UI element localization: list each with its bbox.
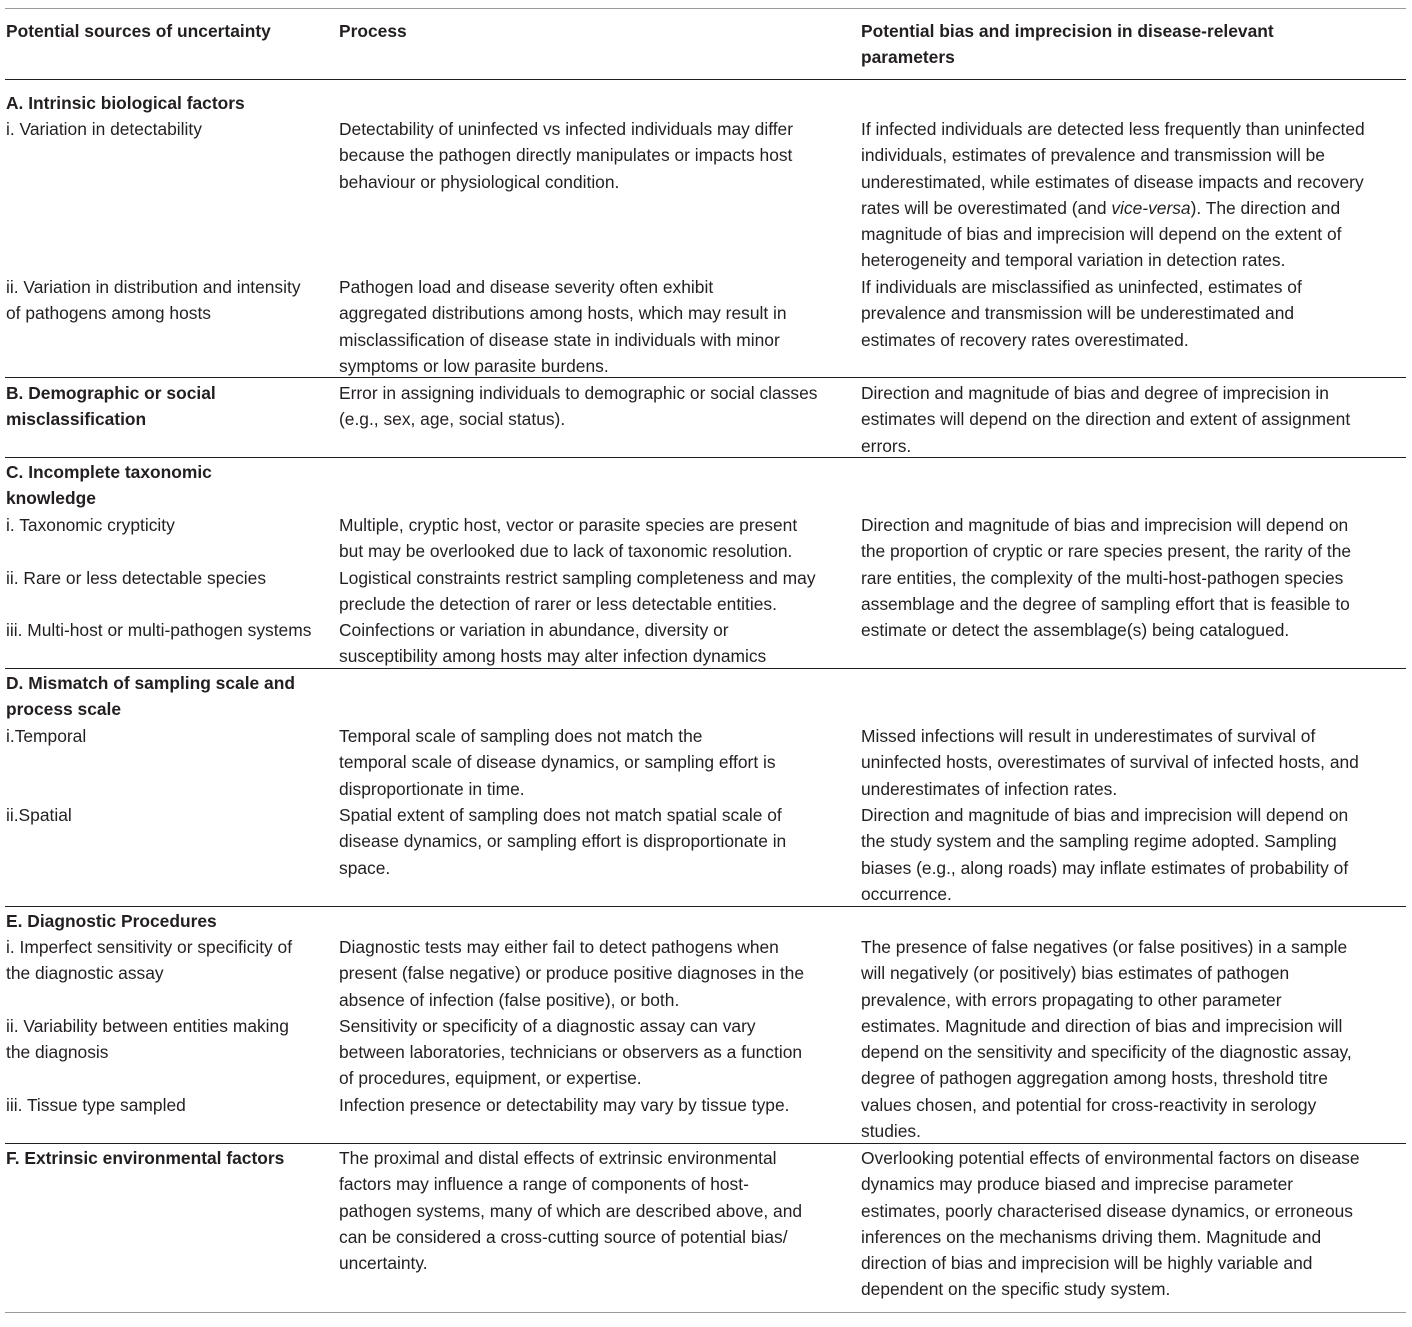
source-cell: iii. Tissue type sampled (6, 1095, 186, 1115)
source-cell: i. Taxonomic crypticity (6, 515, 175, 535)
source-cell: i. Imperfect sensitivity or specificity of the diagnostic assay (6, 937, 293, 984)
table-top-rule (5, 8, 1406, 9)
source-cell: ii. Rare or less detectable species (6, 568, 267, 588)
process-cell: Spatial extent of sampling does not match spatial scale of disease dynamics, or sampling effort is disproportionate in space. (339, 805, 787, 878)
section-heading: E. Diagnostic Procedures (6, 911, 217, 931)
header-bottom-rule (5, 79, 1406, 80)
source-cell: iii. Multi-host or multi-pathogen systems (6, 620, 312, 640)
process-cell: Multiple, cryptic host, vector or parasite species are present but may be overlooked due to lack of taxonomic resolution. Logistical constraints restrict sampling completeness and may preclude the detection of rarer or less detectable entities. Coinfections or variation in abundance, diversity or susceptibility among hosts may alter infection dynamics (339, 515, 816, 667)
section-heading: A. Intrinsic biological factors (6, 93, 245, 113)
process-cell: Error in assigning individuals to demographic or social classes (e.g., sex, age, social status). (339, 383, 818, 430)
source-cell: i.Temporal (6, 726, 87, 746)
bias-cell: If infected individuals are detected less frequently than uninfected individuals, estimates of prevalence and transmission will be underestimated, while estimates of disease impacts and recovery rates will be overestimated (and vice-versa). The direction and magnitude of bias and imprecision will depend on the extent of heterogeneity and temporal variation in detection rates. (861, 119, 1365, 271)
source-cell: ii. Variation in distribution and intensity of pathogens among hosts (6, 277, 301, 324)
bias-cell: Direction and magnitude of bias and imprecision will depend on the proportion of cryptic or rare species present, the rarity of the rare entities, the complexity of the multi-host-pathogen species assemblage and the degree of sampling effort that is feasible to estimate or detect the assemblage(s) being catalogued. (861, 515, 1352, 641)
source-cell: ii.Spatial (6, 805, 72, 825)
bias-cell: The presence of false negatives (or false positives) in a sample will negatively (or positively) bias estimates of pathogen prevalence, with errors propagating to other parameter estimates. Magnitude and direction of bias and imprecision will depend on the sensitivity and specificity of the diagnostic assay, degree of pathogen aggregation among hosts, threshold titre values chosen, and potential for cross-reactivity in serology studies. (861, 937, 1352, 1142)
process-cell: Diagnostic tests may either fail to detect pathogens when present (false negative) or produce positive diagnoses in the absence of infection (false positive), or both. Sensitivity or specificity of a diagnostic assay can vary between laboratories, technicians or observers as a function of procedures, equipment, or expertise. Infection presence or detectability may vary by tissue type. (339, 937, 804, 1115)
process-cell: The proximal and distal effects of extrinsic environmental factors may influence a range of components of host- pathogen systems, many of which are described above, and can be considered a cross-cutting source of potential bias/ uncertainty. (339, 1148, 803, 1274)
bias-cell: Missed infections will result in underestimates of survival of uninfected hosts, overestimates of survival of infected hosts, and underestimates of infection rates. (861, 726, 1359, 799)
process-cell: Temporal scale of sampling does not match the temporal scale of disease dynamics, or sampling effort is disproportionate in time. (339, 726, 776, 799)
bias-cell: Direction and magnitude of bias and imprecision will depend on the study system and the sampling regime adopted. Sampling biases (e.g., along roads) may inflate estimates of probability of occurrence. (861, 805, 1349, 904)
process-cell: Detectability of uninfected vs infected individuals may differ because the pathogen directly manipulates or impacts host behaviour or physiological condition. (339, 119, 794, 192)
source-cell: i. Variation in detectability (6, 119, 202, 139)
bias-cell: Overlooking potential effects of environmental factors on disease dynamics may produce biased and imprecise parameter estimates, poorly characterised disease dynamics, or erroneous inferences on the mechanisms driving them. Magnitude and direction of bias and imprecision will be highly variable and dependent on the specific study system. (861, 1148, 1360, 1300)
bias-cell: If individuals are misclassified as uninfected, estimates of prevalence and transmission will be underestimated and estimates of recovery rates overestimated. (861, 277, 1302, 350)
source-cell: ii. Variability between entities making the diagnosis (6, 1016, 289, 1063)
process-cell: Pathogen load and disease severity often exhibit aggregated distributions among hosts, which may result in misclassification of disease state in individuals with minor symptoms or low parasite burdens. (339, 277, 787, 376)
header-col-process: Process (339, 21, 407, 41)
section-heading: D. Mismatch of sampling scale and process scale (6, 673, 295, 720)
section-heading: F. Extrinsic environmental factors (6, 1148, 285, 1168)
section-heading: B. Demographic or social misclassification (6, 383, 216, 430)
header-col-sources: Potential sources of uncertainty (6, 21, 271, 41)
table-bottom-rule (5, 1312, 1406, 1313)
section-heading: C. Incomplete taxonomic knowledge (6, 462, 212, 509)
bias-cell: Direction and magnitude of bias and degree of imprecision in estimates will depend on the direction and extent of assignment errors. (861, 383, 1351, 456)
header-col-bias: Potential bias and imprecision in disease-relevant parameters (861, 21, 1274, 68)
